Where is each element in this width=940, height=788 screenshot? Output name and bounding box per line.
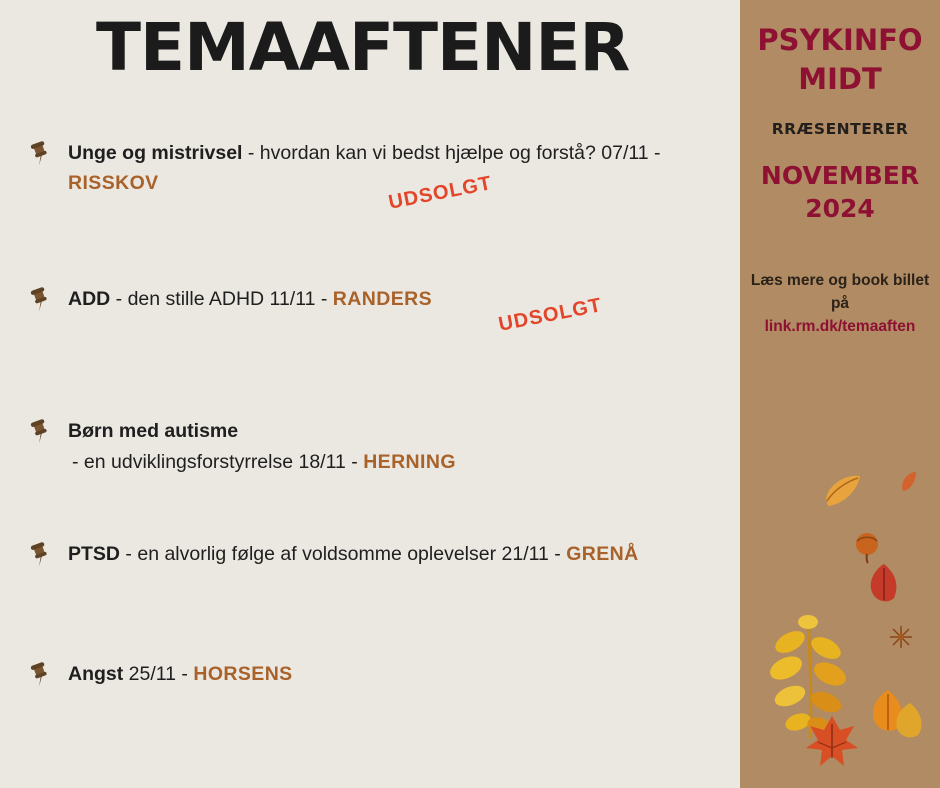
- pushpin-icon: [28, 418, 54, 444]
- brand-line-2: MIDT: [798, 62, 882, 97]
- booking-link[interactable]: link.rm.dk/temaaften: [764, 317, 916, 335]
- leaf-icon: [802, 712, 862, 772]
- event-city: RANDERS: [332, 288, 433, 311]
- event-text: [68, 539, 668, 569]
- pushpin-icon: [28, 140, 54, 166]
- event-description: - en udviklingsforstyrrelse 18/11 -: [72, 450, 364, 473]
- event-city: HORSENS: [193, 662, 293, 685]
- pushpin-icon: [28, 541, 54, 567]
- list-item[interactable]: [0, 659, 740, 719]
- status-badge: UDSOLGT: [386, 172, 494, 214]
- event-description: 25/11 -: [123, 662, 194, 685]
- booking-text: Læs mere og book billet på: [750, 272, 930, 313]
- pushpin-icon: [28, 286, 54, 312]
- list-item[interactable]: [0, 284, 740, 344]
- event-title: ADD: [68, 288, 111, 311]
- event-list: [0, 138, 740, 787]
- leaf-icon: [760, 608, 856, 744]
- page-title: TEMAAFTENER: [96, 9, 630, 86]
- year-label: 2024: [805, 193, 875, 223]
- event-title: Børn med autisme: [68, 420, 239, 443]
- list-item[interactable]: [0, 138, 740, 214]
- event-city: GRENÅ: [566, 542, 639, 565]
- leaf-icon: [892, 700, 928, 740]
- event-title: PTSD: [68, 542, 121, 565]
- event-text: [68, 416, 668, 476]
- month-label: NOVEMBER: [760, 161, 920, 191]
- list-item[interactable]: [0, 416, 740, 476]
- event-description: - hvordan kan vi bedst hjælpe og forstå? 07/11 -: [242, 142, 661, 164]
- list-item[interactable]: [0, 539, 740, 599]
- sidebar: [740, 0, 940, 788]
- event-description: - en alvorlig følge af voldsomme oplevelser 21/11 -: [120, 542, 567, 565]
- leaf-icon: [898, 470, 920, 494]
- event-city: HERNING: [363, 450, 456, 473]
- leaf-icon: [818, 468, 864, 512]
- leaf-icon: [852, 530, 882, 564]
- leaf-icon: [868, 688, 908, 736]
- brand-line-1: PSYKINFO: [757, 23, 923, 57]
- event-title: Angst: [68, 662, 124, 685]
- presents-label: RRÆSENTERER: [771, 120, 909, 139]
- status-badge: UDSOLGT: [496, 294, 604, 337]
- event-text: [68, 138, 668, 198]
- event-title: Unge og mistrivsel: [68, 142, 243, 164]
- pushpin-icon: [28, 661, 54, 687]
- event-city: RISSKOV: [68, 172, 159, 195]
- event-description: - den stille ADHD 11/11 -: [110, 288, 333, 311]
- leaf-icon: [888, 624, 914, 650]
- leaf-icon: [864, 560, 904, 606]
- event-text: [68, 659, 668, 689]
